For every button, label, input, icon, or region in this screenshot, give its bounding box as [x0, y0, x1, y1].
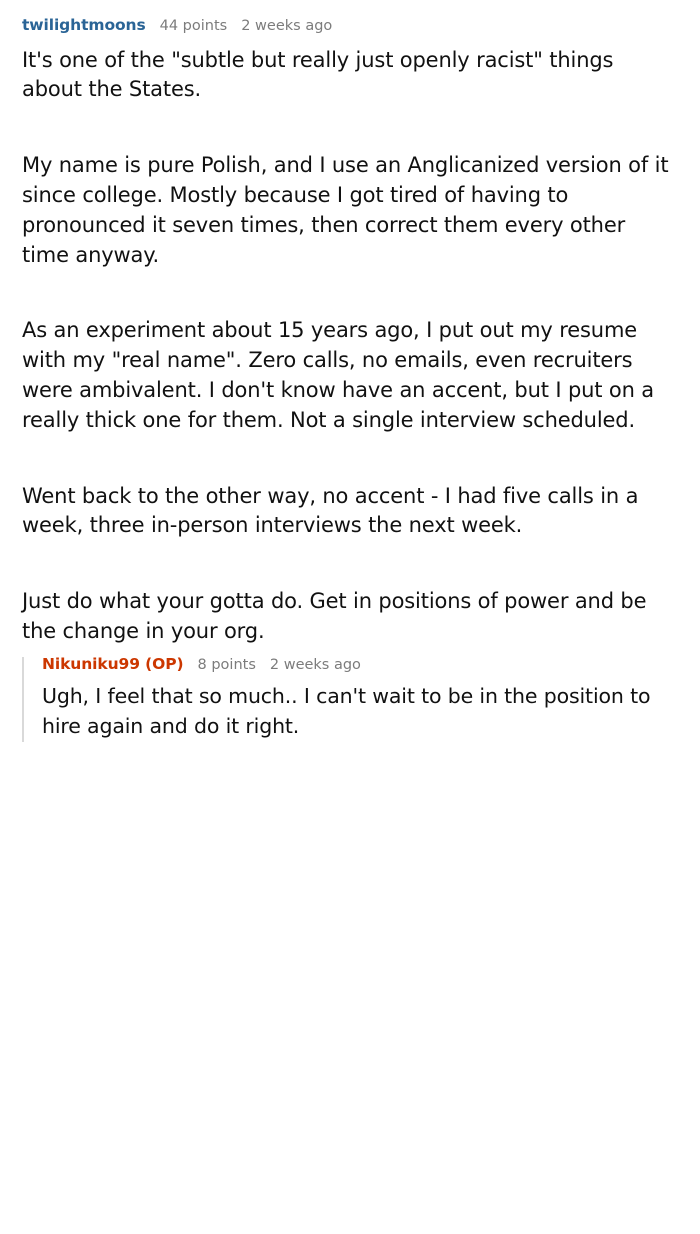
reply-paragraph: Ugh, I feel that so much.. I can't wait to be in the position to hire again and do it right. [42, 684, 651, 739]
reply-author[interactable]: Nikuniku99 (OP) [42, 654, 184, 673]
comment-paragraph: It's one of the "subtle but really just openly racist" things about the States. [22, 47, 614, 102]
comment-timestamp: 2 weeks ago [241, 18, 333, 34]
reply-body [42, 682, 678, 741]
reply-header [42, 654, 678, 673]
comment-author[interactable]: twilightmoons [22, 16, 146, 34]
comment-paragraph: My name is pure Polish, and I use an Anglicanized version of it since college. Mostly because I got tired of having to pronounced it seven times, then correct them every other time anyway. [22, 153, 669, 267]
comment-header [22, 18, 678, 34]
reply-comment [22, 654, 678, 742]
reply-timestamp: 2 weeks ago [269, 656, 361, 673]
comment-points: 44 points [159, 18, 228, 34]
comment [22, 18, 678, 742]
reply-points: 8 points [197, 656, 256, 673]
comment-paragraph: Just do what your gotta do. Get in positions of power and be the change in your org. [22, 589, 647, 644]
comment-paragraph: As an experiment about 15 years ago, I put out my resume with my "real name". Zero calls, no emails, even recruiters were ambivalent. I don't know have an accent, but I put on a really thick one for them. Not a single interview scheduled. [22, 318, 655, 432]
comment-body [22, 46, 678, 647]
comment-paragraph: Went back to the other way, no accent - I had five calls in a week, three in-person interviews the next week. [22, 483, 639, 538]
